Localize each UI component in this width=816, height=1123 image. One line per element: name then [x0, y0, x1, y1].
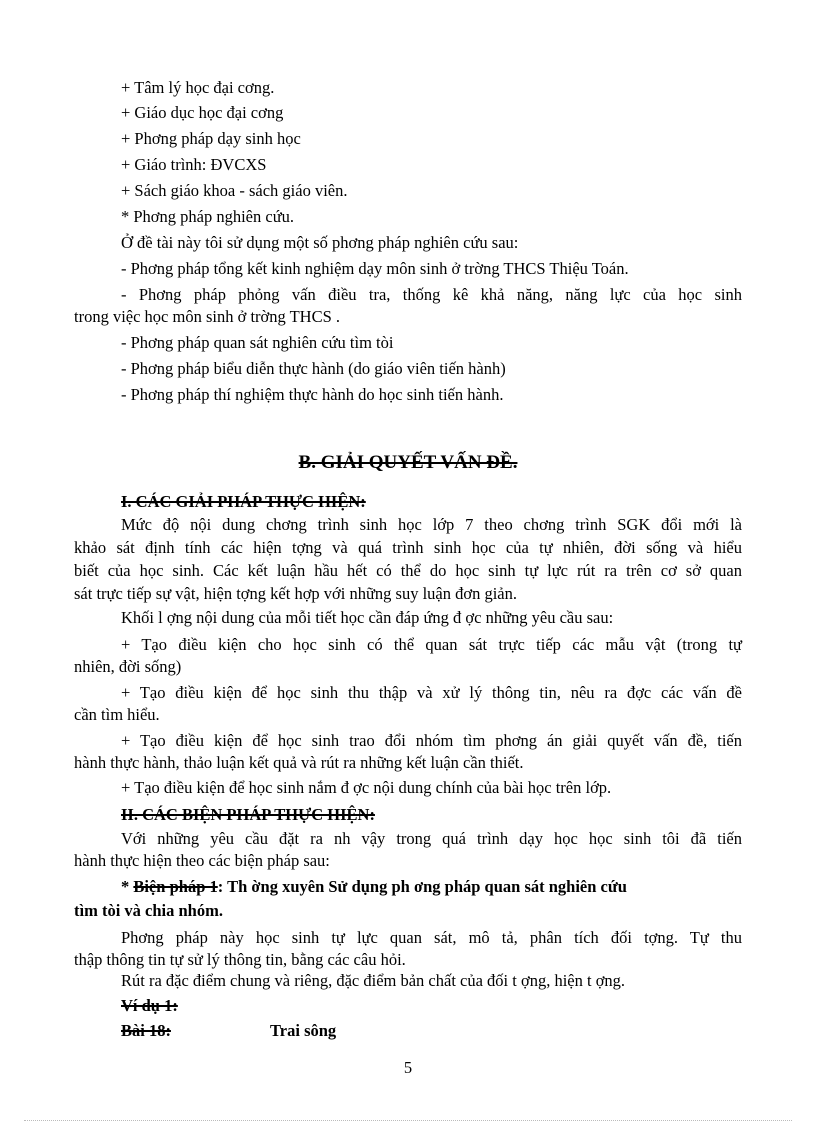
- method-line: trong việc học môn sinh ở trờng THCS .: [74, 307, 341, 326]
- paragraph-line: Rút ra đặc điểm chung và riêng, đặc điểm bản chất của đối t ợng, hiện t ợng.: [121, 971, 626, 990]
- list-line: + Sách giáo khoa - sách giáo viên.: [121, 181, 348, 200]
- paragraph-line: Phơng pháp này học sinh tự lực quan sát, mô tả, phân tích đối tợng. Tự thu: [121, 928, 742, 947]
- requirement-line: cần tìm hiểu.: [74, 705, 160, 724]
- page-bottom-divider: [24, 1120, 792, 1121]
- requirement-line: + Tạo điều kiện cho học sinh có thể quan sát trực tiếp các mẫu vật (trong tự: [121, 635, 742, 654]
- requirement-line: hành thực hành, thảo luận kết quả và rút ra những kết luận cần thiết.: [74, 753, 524, 772]
- method-line: - Phơng pháp phỏng vấn điều tra, thống kê khả năng, năng lực của học sinh: [121, 285, 742, 304]
- list-line: - Phơng pháp tổng kết kinh nghiệm dạy môn sinh ở trờng THCS Thiệu Toán.: [121, 259, 629, 278]
- lesson-line: [121, 1021, 742, 1041]
- list-line: + Giáo trình: ĐVCXS: [121, 155, 267, 174]
- measure-1-heading: [121, 877, 742, 897]
- page-number: 5: [403, 1058, 413, 1077]
- paragraph-line: thập thông tin tự sử lý thông tin, bằng các câu hỏi.: [74, 950, 406, 969]
- paragraph-line: Khối l ợng nội dung của mỗi tiết học cần đáp ứng đ ợc những yêu cầu sau:: [121, 608, 614, 627]
- list-line: + Giáo dục học đại cơng: [121, 103, 284, 122]
- measure-label: Biện pháp 1: [133, 877, 218, 896]
- measure-1-heading-cont: tìm tòi và chia nhóm.: [74, 901, 223, 920]
- requirement-line: nhiên, đời sống): [74, 657, 182, 676]
- lesson-title: Trai sông: [270, 1021, 337, 1040]
- list-line: - Phơng pháp biểu diễn thực hành (do giáo viên tiến hành): [121, 359, 506, 378]
- requirement-line: + Tạo điều kiện để học sinh nắm đ ợc nội dung chính của bài học trên lớp.: [121, 778, 612, 797]
- example-label: Ví dụ 1:: [121, 996, 178, 1015]
- measure-title: : Th ờng xuyên Sử dụng ph ơng pháp quan sát nghiên cứu: [217, 877, 627, 896]
- measure-bullet: *: [121, 877, 134, 896]
- list-line: - Phơng pháp thí nghiệm thực hành do học sinh tiến hành.: [121, 385, 504, 404]
- requirement-line: + Tạo điều kiện để học sinh trao đổi nhóm tìm phơng án giải quyết vấn đề, tiến: [121, 731, 742, 750]
- section-b-heading: B. GIẢI QUYẾT VẤN ĐỀ.: [298, 452, 518, 473]
- list-line: * Phơng pháp nghiên cứu.: [121, 207, 295, 226]
- list-line: - Phơng pháp quan sát nghiên cứu tìm tòi: [121, 333, 394, 352]
- list-line: + Phơng pháp dạy sinh học: [121, 129, 301, 148]
- paragraph-line: biết của học sinh. Các kết luận hầu hết có thể do học sinh tự lực rút ra trên cơ sở quan: [74, 561, 742, 580]
- list-line: Ở đề tài này tôi sử dụng một số phơng pháp nghiên cứu sau:: [121, 233, 519, 252]
- lesson-label: Bài 18:: [121, 1021, 171, 1040]
- requirement-line: + Tạo điều kiện để học sinh thu thập và xử lý thông tin, nêu ra đợc các vấn đề: [121, 683, 742, 702]
- section-2-heading: II. CÁC BIỆN PHÁP THỰC HIỆN:: [121, 805, 375, 824]
- list-line: + Tâm lý học đại cơng.: [121, 78, 275, 97]
- paragraph-line: hành thực hiện theo các biện pháp sau:: [74, 851, 330, 870]
- paragraph-line: khảo sát định tính các hiện tợng và quá trình sinh học của tự nhiên, đời sống và hiểu: [74, 538, 742, 557]
- paragraph-line: Mức độ nội dung chơng trình sinh học lớp 7 theo chơng trình SGK đổi mới là: [121, 515, 742, 534]
- paragraph-line: sát trực tiếp sự vật, hiện tợng kết hợp với những suy luận đơn giản.: [74, 584, 518, 603]
- section-1-heading: I. CÁC GIẢI PHÁP THỰC HIỆN:: [121, 492, 366, 511]
- paragraph-line: Với những yêu cầu đặt ra nh vậy trong quá trình dạy học học sinh tôi đã tiến: [121, 829, 742, 848]
